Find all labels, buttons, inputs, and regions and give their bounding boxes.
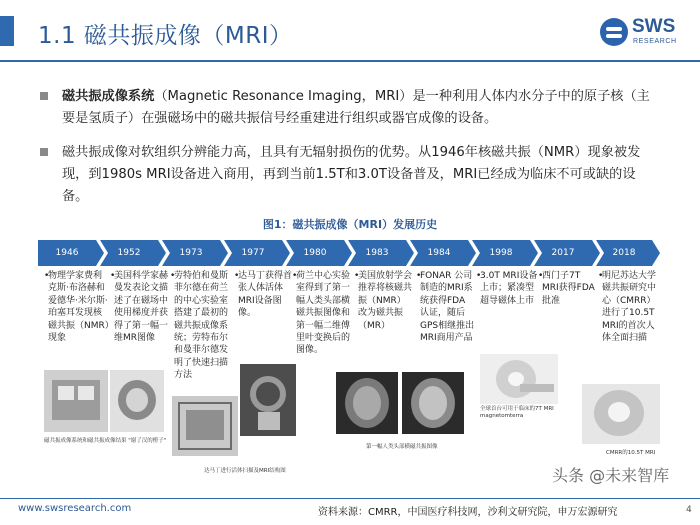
timeline-entry-text: FONAR 公司制造的MRI系统获得FDA 认证，随后GPS相继推出MRI商用产品: [420, 271, 475, 344]
timeline-year: 1973: [162, 240, 220, 266]
bullet-square-icon: [40, 92, 48, 100]
footer-source: 资料来源：CMRR，中国医疗科技网，沙利文研究院，申万宏源研究: [318, 507, 618, 518]
sws-logo: [600, 16, 692, 50]
bullet-text: [62, 86, 660, 130]
slide-header: [0, 0, 700, 72]
watermark-text: 头条 @未来智库: [552, 466, 670, 485]
timeline-entry-text: 西门子7T MRI获得FDA批准: [542, 271, 595, 306]
timeline-entry-text: 3.0T MRI设备上市；紧凑型超导磁体上市: [480, 271, 538, 306]
timeline-entry: • 达马丁获得首张人体活体MRI设备图像。: [234, 271, 293, 319]
7t-mri-photo: [480, 354, 558, 404]
timeline-entry: • FONAR 公司制造的MRI系统获得FDA 认证，随后GPS相继推出MRI商用产品: [416, 271, 475, 344]
bullet-text: 磁共振成像对软组织分辨能力高，且具有无辐射损伤的优势。从1946年核磁共振（NMR）现象被发现，到1980s MRI设备进入商用，再到当前1.5T和3.0T设备普及，MRI已经成为临床不可或缺的设备。: [62, 145, 641, 204]
bullet-definition: [40, 86, 660, 130]
live-scan-photo: [240, 364, 296, 436]
10.5t-mri-photo: [582, 384, 660, 444]
timeline-entry-text: 达马丁获得首张人体活体MRI设备图像。: [238, 271, 293, 319]
slide-title: 1.1 磁共振成像（MRI）: [38, 23, 293, 49]
sws-logo-icon: [600, 18, 628, 46]
mri-structure-photo: [172, 396, 238, 456]
timeline-year: 1998: [472, 240, 530, 266]
timeline-entry: • 3.0T MRI设备上市；紧凑型超导磁体上市: [476, 271, 538, 306]
figure-caption: 第一幅人类头部横磁共振图像: [366, 444, 438, 450]
logo-text: SWS: [632, 16, 676, 37]
timeline-year: 1983: [348, 240, 406, 266]
timeline-year: 2017: [534, 240, 592, 266]
figure-caption: 达马丁进行活体扫描及MRI结构图: [204, 468, 286, 474]
timeline-year: 2018: [596, 240, 652, 266]
timeline-entry-text: 劳特伯和曼斯菲尔德在荷兰的中心实验室搭建了最初的磁共振成像系统；劳特布尔和曼菲尔德发明了快速扫描方法: [174, 271, 229, 381]
mri-equipment-photo: [44, 370, 108, 432]
footer-url[interactable]: www.swsresearch.com: [18, 503, 132, 514]
timeline-entry: • 劳特伯和曼斯菲尔德在荷兰的中心实验室搭建了最初的磁共振成像系统；劳特布尔和曼菲尔德发明了快速扫描方法: [170, 270, 232, 382]
timeline-entry: • 西门子7T MRI获得FDA批准: [538, 270, 598, 307]
header-accent-bar: [0, 16, 14, 46]
page-number: 4: [686, 505, 692, 515]
timeline-entry-text: 美国科学家赫曼发表论文描述了在磁场中使用梯度并获得了第一幅一维MR图像: [114, 271, 169, 344]
timeline-entry: • 荷兰中心实验室得到了第一幅人类头部横磁共振图像和第一幅二维傅里叶变换后的图像。: [292, 270, 354, 357]
timeline-year: 1980: [286, 240, 344, 266]
bullet-advantages: [40, 142, 660, 208]
footer-divider: [0, 498, 700, 499]
timeline-entry: • 美国科学家赫曼发表论文描述了在磁场中使用梯度并获得了第一幅一维MR图像: [110, 271, 169, 344]
header-divider: [0, 60, 700, 62]
figure-title: 图1：磁共振成像（MRI）发展历史: [262, 218, 438, 231]
bullet-square-icon: [40, 148, 48, 156]
timeline-bar: [38, 240, 658, 266]
timeline-entry-text: 荷兰中心实验室得到了第一幅人类头部横磁共振图像和第一幅二维傅里叶变换后的图像。: [296, 271, 351, 356]
head-mri-scan-2: [402, 372, 464, 434]
timeline-year: 1952: [100, 240, 158, 266]
timeline-entry: • 美国放射学会推荐将核磁共振（NMR）改为磁共振（MR）: [354, 271, 413, 331]
timeline-entry: • 物理学家费利克斯·布洛赫和爱德华·米尔斯·珀塞耳发现核磁共振（NMR）现象: [44, 271, 110, 344]
orange-mri-image: [110, 370, 164, 432]
timeline-year: 1984: [410, 240, 468, 266]
figure-caption: CMRR的10.5T MRI: [606, 450, 656, 456]
logo-subtext: RESEARCH: [633, 38, 677, 45]
figure-caption: 磁共振成像系统和磁共振成像结果 "谢了汉的橙子": [44, 438, 167, 444]
timeline-year: 1977: [224, 240, 282, 266]
bullet-strong-term: 磁共振成像系统: [62, 89, 155, 104]
timeline-entry-text: 物理学家费利克斯·布洛赫和爱德华·米尔斯·珀塞耳发现核磁共振（NMR）现象: [48, 271, 110, 344]
timeline-entry-text: 美国放射学会推荐将核磁共振（NMR）改为磁共振（MR）: [358, 271, 413, 331]
bullet-rest-text: （Magnetic Resonance Imaging，MRI）是一种利用人体内水分子中的原子核（主要是氢质子）在强磁场中的磁共振信号经重建进行组织或器官成像的设备。: [62, 89, 650, 126]
timeline-entry-text: 明尼苏达大学磁共振研究中心（CMRR）进行了10.5T MRI的首次人体全面扫描: [602, 271, 657, 344]
timeline-year: 1946: [38, 240, 96, 266]
figure-caption: 全球首台可用于临床的7T MRI magnetomterra: [480, 406, 554, 419]
timeline-entry: • 明尼苏达大学磁共振研究中心（CMRR）进行了10.5T MRI的首次人体全面扫描: [598, 270, 662, 344]
head-mri-scan-1: [336, 372, 398, 434]
